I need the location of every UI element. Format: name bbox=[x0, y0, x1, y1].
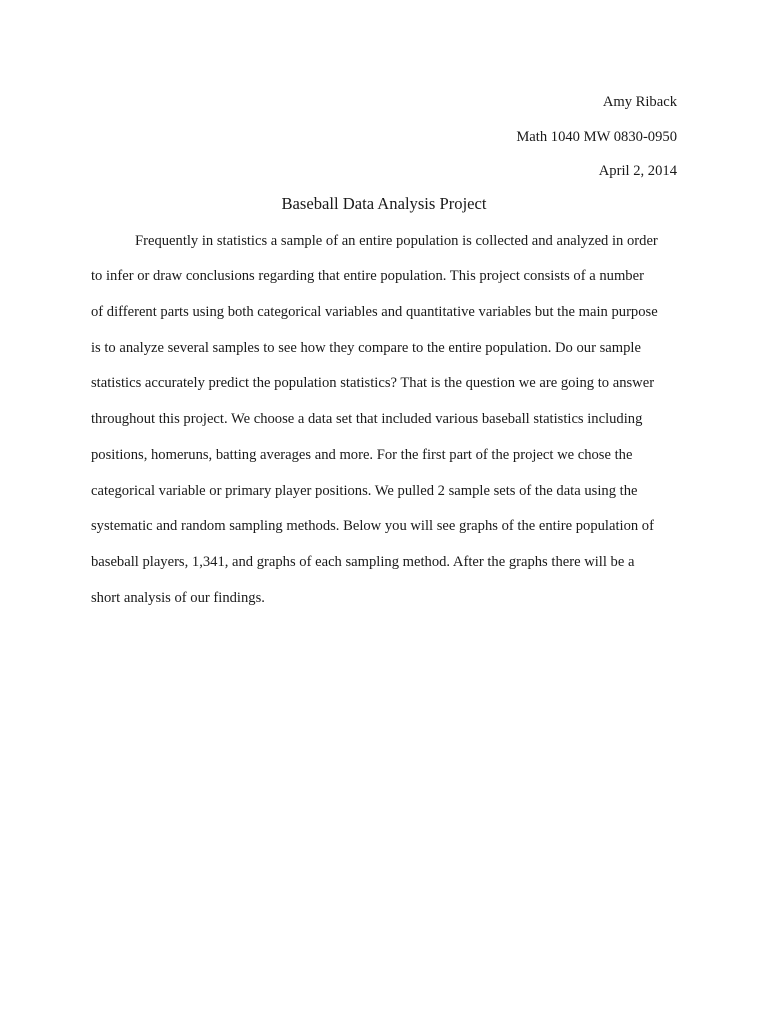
document-date: April 2, 2014 bbox=[598, 163, 677, 179]
paragraph-line: throughout this project. We choose a data set that included various baseball statistics including bbox=[91, 411, 643, 427]
paragraph-line: statistics accurately predict the population statistics? That is the question we are going to answer bbox=[91, 375, 655, 391]
paragraph-line: is to analyze several samples to see how they compare to the entire population. Do our sample bbox=[91, 340, 641, 356]
paragraph-line: of different parts using both categorical variables and quantitative variables but the main purpose bbox=[91, 304, 658, 320]
paragraph-line: Frequently in statistics a sample of an entire population is collected and analyzed in order bbox=[135, 233, 658, 249]
paragraph-line: baseball players, 1,341, and graphs of each sampling method. After the graphs there will be a bbox=[91, 554, 635, 570]
author-name: Amy Riback bbox=[602, 94, 677, 110]
paragraph-line: to infer or draw conclusions regarding that entire population. This project consists of a number bbox=[91, 268, 644, 284]
paragraph-line: categorical variable or primary player positions. We pulled 2 sample sets of the data using the bbox=[91, 483, 638, 499]
paragraph-line: short analysis of our findings. bbox=[91, 590, 265, 606]
document-title: Baseball Data Analysis Project bbox=[281, 194, 487, 213]
course-info: Math 1040 MW 0830-0950 bbox=[516, 129, 677, 145]
paragraph-line: systematic and random sampling methods. Below you will see graphs of the entire population of bbox=[91, 518, 654, 534]
paragraph-line: positions, homeruns, batting averages and more. For the first part of the project we chose the bbox=[91, 447, 633, 463]
